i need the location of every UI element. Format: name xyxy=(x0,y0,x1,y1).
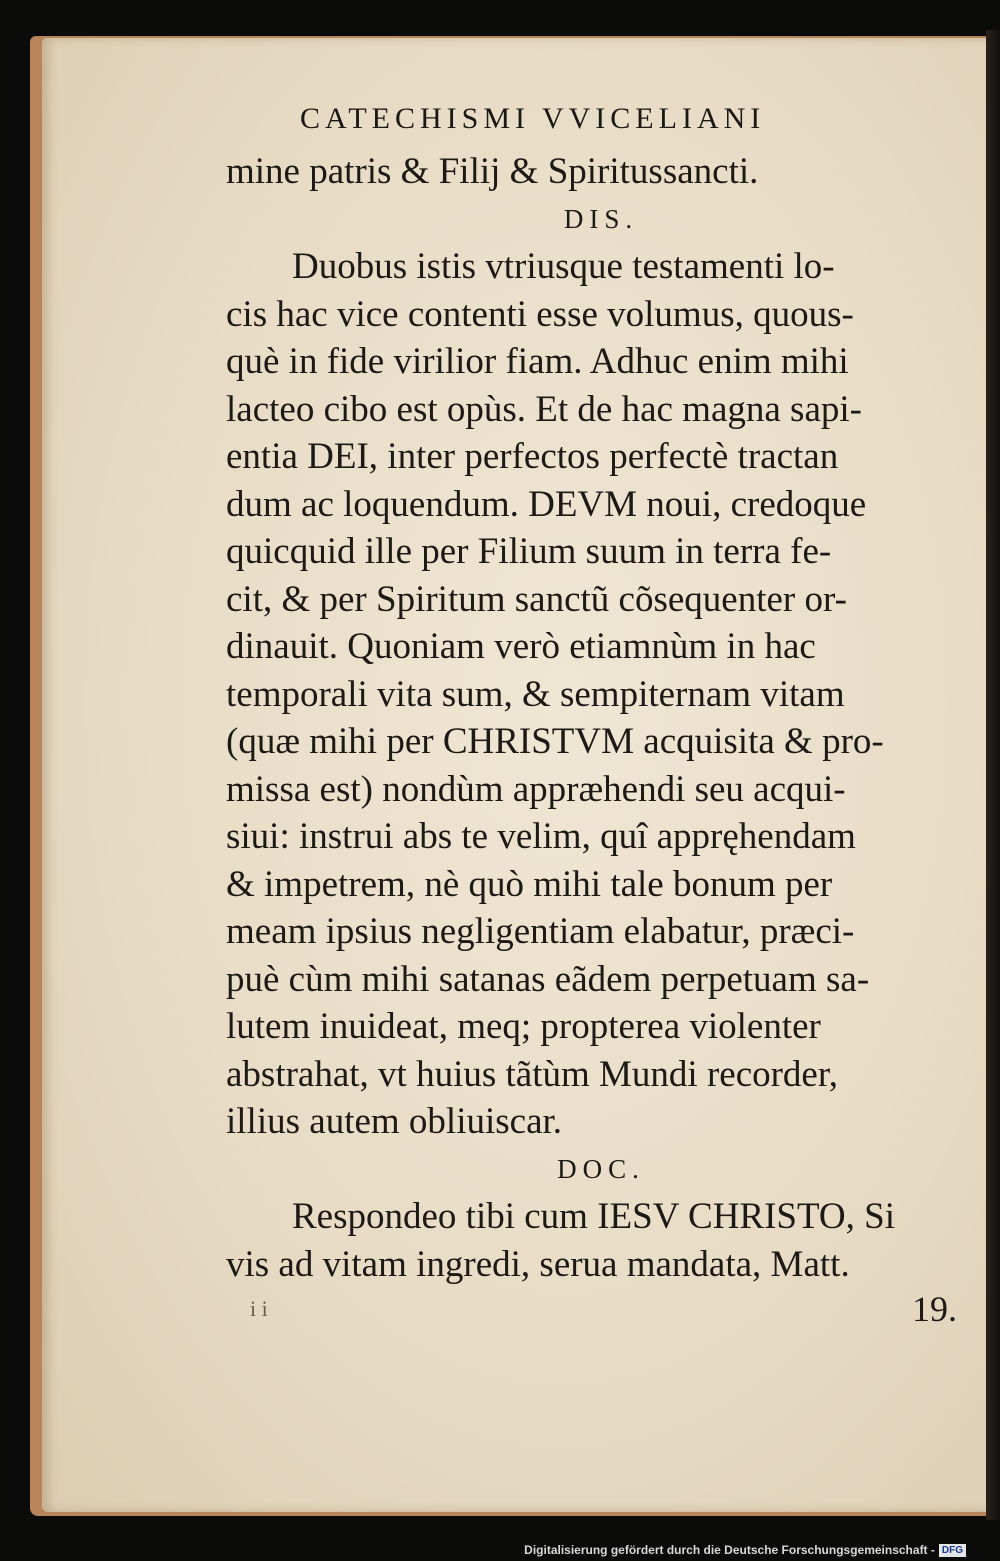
speaker-label: DOC. xyxy=(557,1153,645,1184)
text-line: Respondeo tibi cum IESV CHRISTO, Si xyxy=(292,1196,896,1237)
signature-mark: i i xyxy=(250,1296,268,1321)
text-line: què in fide virilior fiam. Adhuc enim mihi xyxy=(226,341,849,382)
text-line: dum ac loquendum. DEVM noui, credoque xyxy=(226,483,867,525)
text-line: missa est) nondùm appræhendi seu acqui- xyxy=(226,768,846,810)
speaker-label: DIS. xyxy=(563,203,639,234)
dfg-logo-icon: DFG xyxy=(939,1544,966,1557)
text-line: quicquid ille per Filium suum in terra fe- xyxy=(226,531,832,572)
text-line: cit, & per Spiritum sanctũ cõsequenter or- xyxy=(226,578,847,620)
text-line: meam ipsius negligentiam elabatur, præci- xyxy=(226,911,855,952)
credit-text: Digitalisierung gefördert durch die Deutsche Forschungsgemeinschaft - xyxy=(524,1543,935,1557)
text-line: mine patris & Filij & Spiritussancti. xyxy=(226,151,759,192)
digitization-credit xyxy=(524,1543,966,1557)
text-line: dinauit. Quoniam verò etiamnùm in hac xyxy=(226,626,816,667)
text-line: abstrahat, vt huius tãtùm Mundi recorder, xyxy=(226,1053,838,1095)
page-number: 19. xyxy=(912,1289,957,1329)
text-line: temporali vita sum, & sempiternam vitam xyxy=(226,673,845,715)
text-line: lacteo cibo est opùs. Et de hac magna sapi- xyxy=(226,388,862,430)
text-line: illius autem obliuiscar. xyxy=(226,1101,563,1142)
book-spine xyxy=(986,30,1000,1520)
text-line: siui: instrui abs te velim, quî appręhendam xyxy=(226,816,856,857)
text-line: puè cùm mihi satanas eãdem perpetuam sa- xyxy=(226,958,870,1000)
text-line: & impetrem, nè quò mihi tale bonum per xyxy=(226,863,833,905)
text-line: Duobus istis vtriusque testamenti lo- xyxy=(292,246,835,287)
text-line: (quæ mihi per CHRISTVM acquisita & pro- xyxy=(226,721,884,762)
text-line: entia DEI, inter perfectos perfectè tractan xyxy=(226,436,839,477)
text-line: cis hac vice contenti esse volumus, quous- xyxy=(226,293,854,335)
text-line: vis ad vitam ingredi, serua mandata, Matt. xyxy=(226,1243,850,1285)
page-text-block xyxy=(226,148,956,1288)
running-head: CATECHISMI VVICELIANI xyxy=(300,102,766,135)
text-line: lutem inuideat, meq; propterea violenter xyxy=(226,1006,821,1047)
